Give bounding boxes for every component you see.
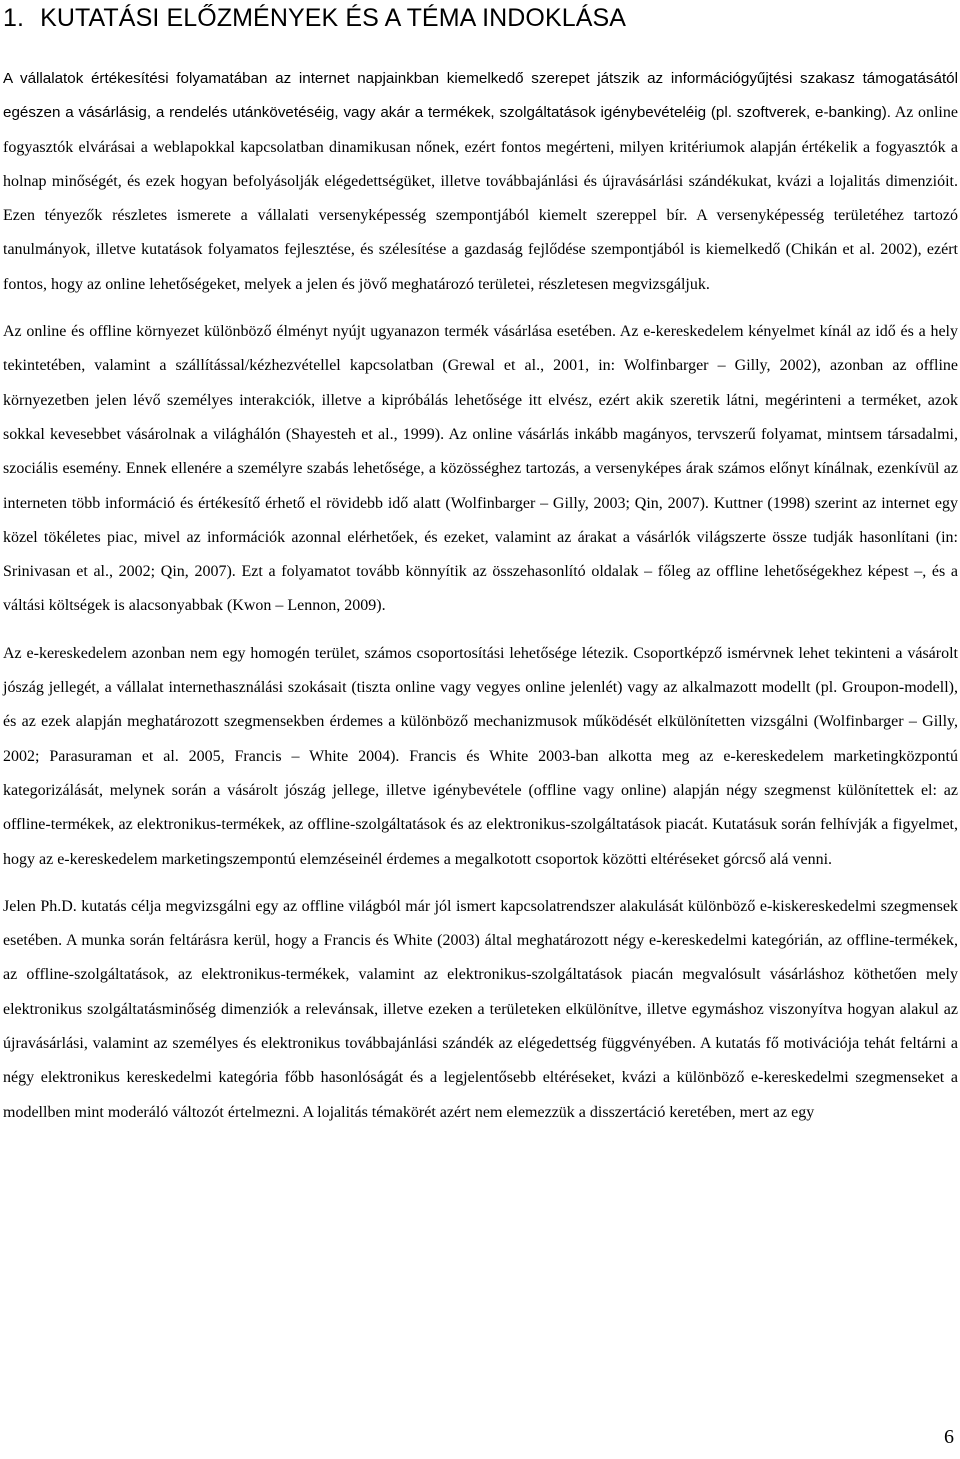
paragraph-intro bbox=[3, 62, 958, 302]
section-heading bbox=[3, 3, 626, 33]
paragraph-intro-sentence: A vállalatok értékesítési folyamatában az internet napjainkban kiemelkedő szerepet játszik az információgyűjtési szakasz támogatásától egészen a vásárlásig, a rendelés utánkövetéséig, vagy akár a termékek, szolgáltatások igénybevételéig (pl. szoftverek, e-banking). bbox=[3, 70, 958, 122]
section-number: 1. bbox=[3, 4, 25, 32]
page-number: 6 bbox=[944, 1426, 954, 1448]
paragraph-intro-continuation: Az online fogyasztók elvárásai a weblapokkal kapcsolatban dinamikusan nőnek, ezért fontos megérteni, milyen kritériumok alapján értékelik a fogyasztók a holnap minőségét, és ezek hogyan befolyásolják elégedettségüket, illetve továbbajánlási és újravásárlási szándékukat, kvázi a lojalitás dimenzióit. Ezen tényezők részletes ismerete a vállalati versenyképesség szempontjából kiemelt szereppel bír. A versenyképesség területéhez tartozó tanulmányok, illetve kutatások folyamatos fejlesztése, és szélesítése a gazdaság fejlődése szempontjából is kiemelkedő (Chikán et al. 2002), ezért fontos, hogy az online lehetőségeket, melyek a jelen és jövő meghatározó területei, részletesen megvizsgáljuk. bbox=[3, 104, 958, 293]
paragraph-online-offline: Az online és offline környezet különböző élményt nyújt ugyanazon termék vásárlása esetében. Az e-kereskedelem kényelmet kínál az idő és a hely tekintetében, valamint a szállítással/kézhezvétellel kapcsolatban (Grewal et al., 2001, in: Wolfinbarger – Gilly, 2002), azonban az offline környezetben jelen lévő személyes interakciók, illetve a kipróbálás lehetősége itt elvész, ezért akik szeretik látni, megérinteni a terméket, azok sokkal kevesebbet vásárolnak a világhálón (Shayesteh et al., 1999). Az online vásárlás inkább magányos, tervszerű folyamat, mintsem társadalmi, szociális esemény. Ennek ellenére a személyre szabás lehetősége, a közösséghez tartozás, a versenyképes árak számos előnyt kínálnak, ezenkívül az interneten több információ és értékesítő érhető el rövidebb idő alatt (Wolfinbarger – Gilly, 2003; Qin, 2007). Kuttner (1998) szerint az internet egy közel tökéletes piac, mivel az információk azonnal elérhetőek, és ezeket, valamint az árakat a vásárlók világszerte össze tudják hasonlítani (in: Srinivasan et al., 2002; Qin, 2007). Ezt a folyamatot tovább könnyítik az összehasonlító oldalak – főleg az offline lehetőségekhez képest –, és a váltási költségek is alacsonyabbak (Kwon – Lennon, 2009). bbox=[3, 323, 958, 615]
paragraph-segments: Az e-kereskedelem azonban nem egy homogén terület, számos csoportosítási lehetősége létezik. Csoportképző ismérvnek lehet tekinteni a vásárolt jószág jellegét, a vállalat internethasználási szokásait (tiszta online vagy vegyes online jelenlét) vagy az alkalmazott modellt (pl. Groupon-modell), és az ezek alapján meghatározott szegmensekben érdemes a különböző mechanizmusok működését elkülönítetten vizsgálni (Wolfinbarger – Gilly, 2002; Parasuraman et al. 2005, Francis – White 2004). Francis és White 2003-ban alkotta meg az e-kereskedelem marketingközpontú kategorizálását, melynek során a vásárolt jószág jellege, illetve igénybevétele (offline vagy online) alapján négy szegmenst különítettek el: az offline-termékek, az elektronikus-termékek, az offline-szolgáltatások és az elektronikus-szolgáltatások piacát. Kutatásuk során felhívják a figyelmet, hogy az e-kereskedelem marketingszempontú elemzéseinél érdemes a megalkotott csoportok közötti eltéréseket górcső alá venni. bbox=[3, 644, 958, 868]
section-title: KUTATÁSI ELŐZMÉNYEK ÉS A TÉMA INDOKLÁSA bbox=[40, 4, 627, 32]
paragraph-research-aim: Jelen Ph.D. kutatás célja megvizsgálni egy az offline világból már jól ismert kapcsolatrendszer alakulását különböző e-kiskereskedelmi szegmensek esetében. A munka során feltárásra kerül, hogy a Francis és White (2003) által meghatározott négy e-kereskedelmi kategórián, az offline-termékek, az offline-szolgáltatások, az elektronikus-termékek, valamint az elektronikus-szolgáltatások piacán megvalósult vásárláshoz köthetően mely elektronikus szolgáltatásminőség dimenziók a relevánsak, illetve ezeken a területeken elkülönítve, illetve egymáshoz viszonyítva hogyan alakul az újravásárlási, valamint az személyes és elektronikus továbbajánlási szándék az elégedettség függvényében. A kutatás fő motivációja tehát feltárni a négy elektronikus kereskedelmi kategória főbb hasonlóságát és a legjelentősebb eltéréseket, kvázi a különböző e-kereskedelmi szegmenseket a modellben mint moderáló változót értelmezni. A lojalitás témakörét azért nem elemezzük a disszertáció keretében, mert az egy bbox=[3, 897, 958, 1121]
body-text bbox=[3, 62, 958, 1143]
